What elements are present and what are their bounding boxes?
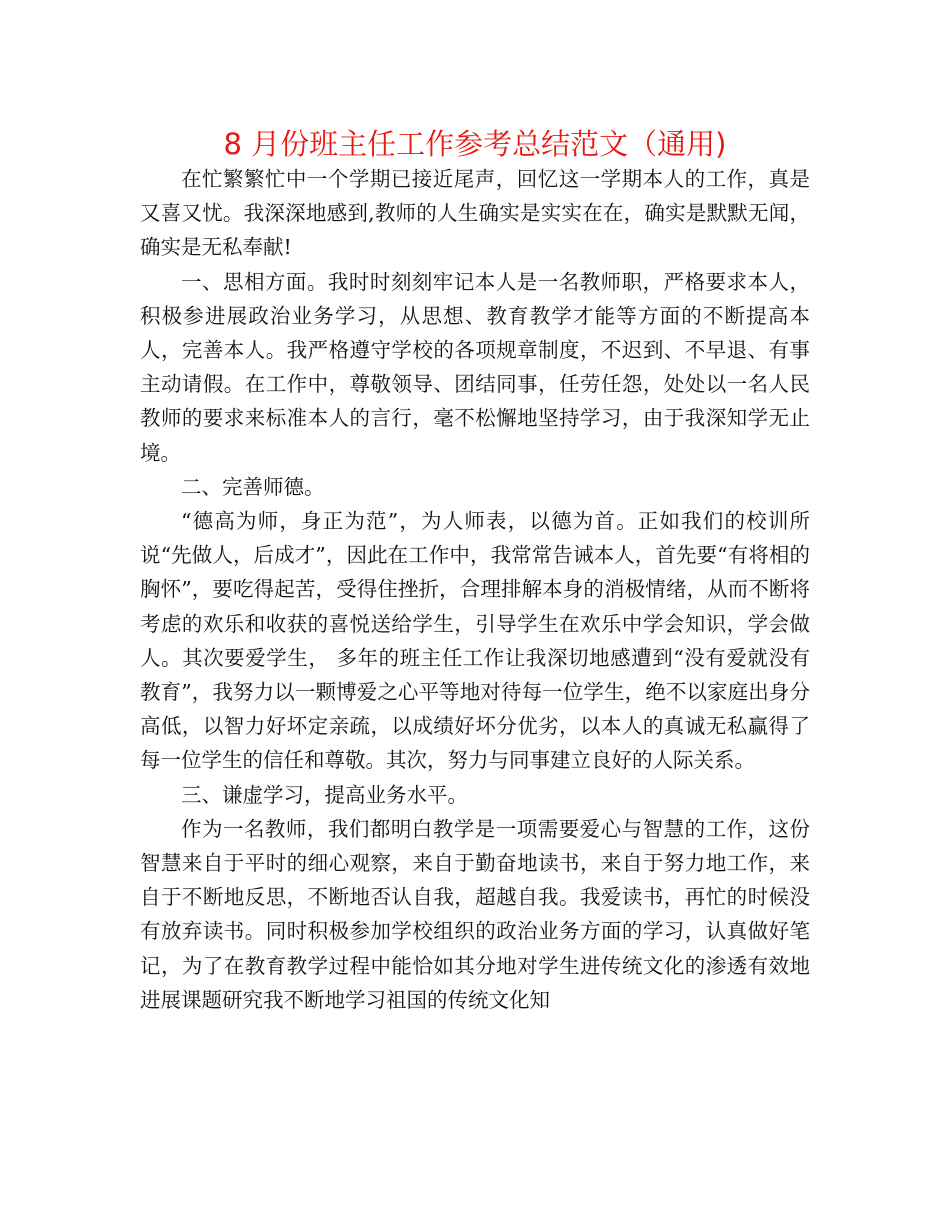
- section-heading-learning: 三、谦虚学习，提高业务水平。: [181, 782, 468, 807]
- paragraph-ethics: “德高为师，身正为范”，为人师表，以德为首。正如我们的校训所说“先做人，后成才”，因此在工作中，我常常告诫本人，首先要“有将相的胸怀”，要吃得起苦，受得住挫折，合理排解本身的消极情绪，从而不断将考虑的欢乐和收获的喜悦送给学生，引导学生在欢乐中学会知识，学会做人。其次要爱学生， 多年的班主任工作让我深切地感遭到“没有爱就没有教育”，我努力以一颗博爱之心平等地对待每一位学生，绝不以家庭出身分高低，以智力好坏定亲疏，以成绩好坏分优劣，以本人的真诚无私赢得了每一位学生的信任和尊敬。其次，努力与同事建立良好的人际关系。: [140, 509, 810, 773]
- document-title: 8 月份班主任工作参考总结范文（通用): [223, 127, 727, 161]
- paragraph-intro: 在忙繁繁忙中一个学期已接近尾声，回忆这一学期本人的工作，真是又喜又忧。我深深地感到,教师的人生确实是实实在在，确实是默默无闻，确实是无私奉献!: [140, 167, 810, 260]
- paragraph-ideology: 一、思相方面。我时时刻刻牢记本人是一名教师职，严格要求本人，积极参进展政治业务学习，从思想、教育教学才能等方面的不断提高本人，完善本人。我严格遵守学校的各项规章制度，不迟到、不早退、有事主动请假。在工作中，尊敬领导、团结同事，任劳任怨，处处以一名人民教师的要求来标准本人的言行，毫不松懈地坚持学习，由于我深知学无止境。: [140, 269, 810, 465]
- paragraph-learning: 作为一名教师，我们都明白教学是一项需要爱心与智慧的工作，这份智慧来自于平时的细心观察，来自于勤奋地读书，来自于努力地工作，来自于不断地反思，不断地否认自我，超越自我。我爱读书，再忙的时候没有放弃读书。同时积极参加学校组织的政治业务方面的学习，认真做好笔记，为了在教育教学过程中能恰如其分地对学生进传统文化的渗透有效地进展课题研究我不断地学习祖国的传统文化知: [140, 816, 810, 1012]
- document-body: [140, 162, 810, 1017]
- section-heading-ethics: 二、完善师德。: [181, 474, 325, 499]
